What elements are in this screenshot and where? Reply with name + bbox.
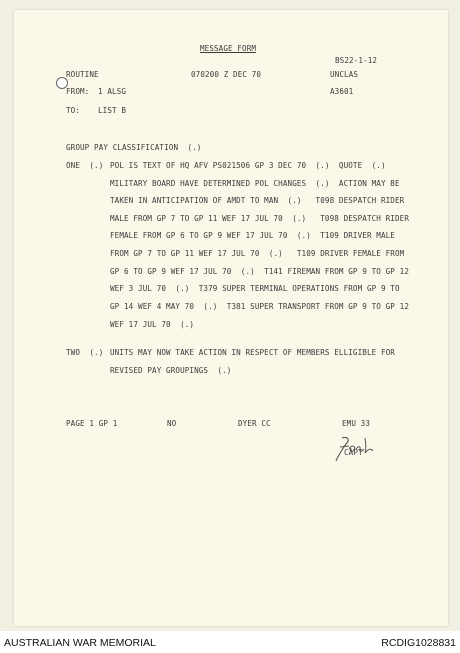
para-one-line: MALE FROM GP 7 TO GP 11 WEF 17 JUL 70 (.) T098 DESPATCH RIDER	[110, 214, 409, 223]
archive-caption-left: AUSTRALIAN WAR MEMORIAL	[4, 637, 156, 649]
precedence: ROUTINE	[66, 70, 99, 79]
para-one-line: GP 6 TO GP 9 WEF 17 JUL 70 (.) T141 FIREMAN FROM GP 9 TO GP 12	[110, 267, 409, 276]
para-one-line: WEF 17 JUL 70 (.)	[110, 320, 195, 329]
para-one-label: ONE (.)	[66, 161, 104, 170]
to-value: LIST B	[98, 106, 127, 115]
para-one-line: POL IS TEXT OF HQ AFV PS021506 GP 3 DEC 70 (.) QUOTE (.)	[110, 161, 386, 170]
para-one-line: FROM GP 7 TO GP 11 WEF 17 JUL 70 (.) T109 DRIVER FEMALE FROM	[110, 249, 405, 258]
footer-no: NO	[167, 419, 177, 428]
para-one-line: TAKEN IN ANTICIPATION OF AMDT TO MAN (.) T098 DESPATCH RIDER	[110, 196, 405, 205]
from-value: 1 ALSG	[98, 87, 127, 96]
footer-cc: DYER CC	[238, 419, 271, 428]
footer-ext: EMU 33	[342, 419, 371, 428]
date-time-group: 070200 Z DEC 70	[191, 70, 262, 79]
file-reference: BS22-1-12	[335, 56, 378, 65]
archive-caption-right: RCDIG1028831	[381, 637, 456, 649]
classification: UNCLAS	[330, 70, 359, 79]
signer-rank: CAPT	[344, 448, 363, 457]
from-label: FROM:	[66, 87, 90, 96]
to-label: TO:	[66, 106, 81, 115]
para-two-line: UNITS MAY NOW TAKE ACTION IN RESPECT OF MEMBERS ELLIGIBLE FOR	[110, 348, 395, 357]
subject-line: GROUP PAY CLASSIFICATION (.)	[66, 143, 202, 152]
message-form-page	[14, 10, 448, 626]
para-one-line: GP 14 WEF 4 MAY 70 (.) T381 SUPER TRANSPORT FROM GP 9 TO GP 12	[110, 302, 409, 311]
para-one-line: FEMALE FROM GP 6 TO GP 9 WEF 17 JUL 70 (.) T109 DRIVER MALE	[110, 231, 395, 240]
para-one-line: MILITARY BOARD HAVE DETERMINED POL CHANGES (.) ACTION MAY BE	[110, 179, 400, 188]
para-one-line: WEF 3 JUL 70 (.) T379 SUPER TERMINAL OPERATIONS FROM GP 9 TO	[110, 284, 400, 293]
form-title: MESSAGE FORM	[200, 44, 257, 53]
message-number: A3601	[330, 87, 354, 96]
para-two-line: REVISED PAY GROUPINGS (.)	[110, 366, 232, 375]
para-two-label: TWO (.)	[66, 348, 104, 357]
page-info: PAGE 1 GP 1	[66, 419, 118, 428]
